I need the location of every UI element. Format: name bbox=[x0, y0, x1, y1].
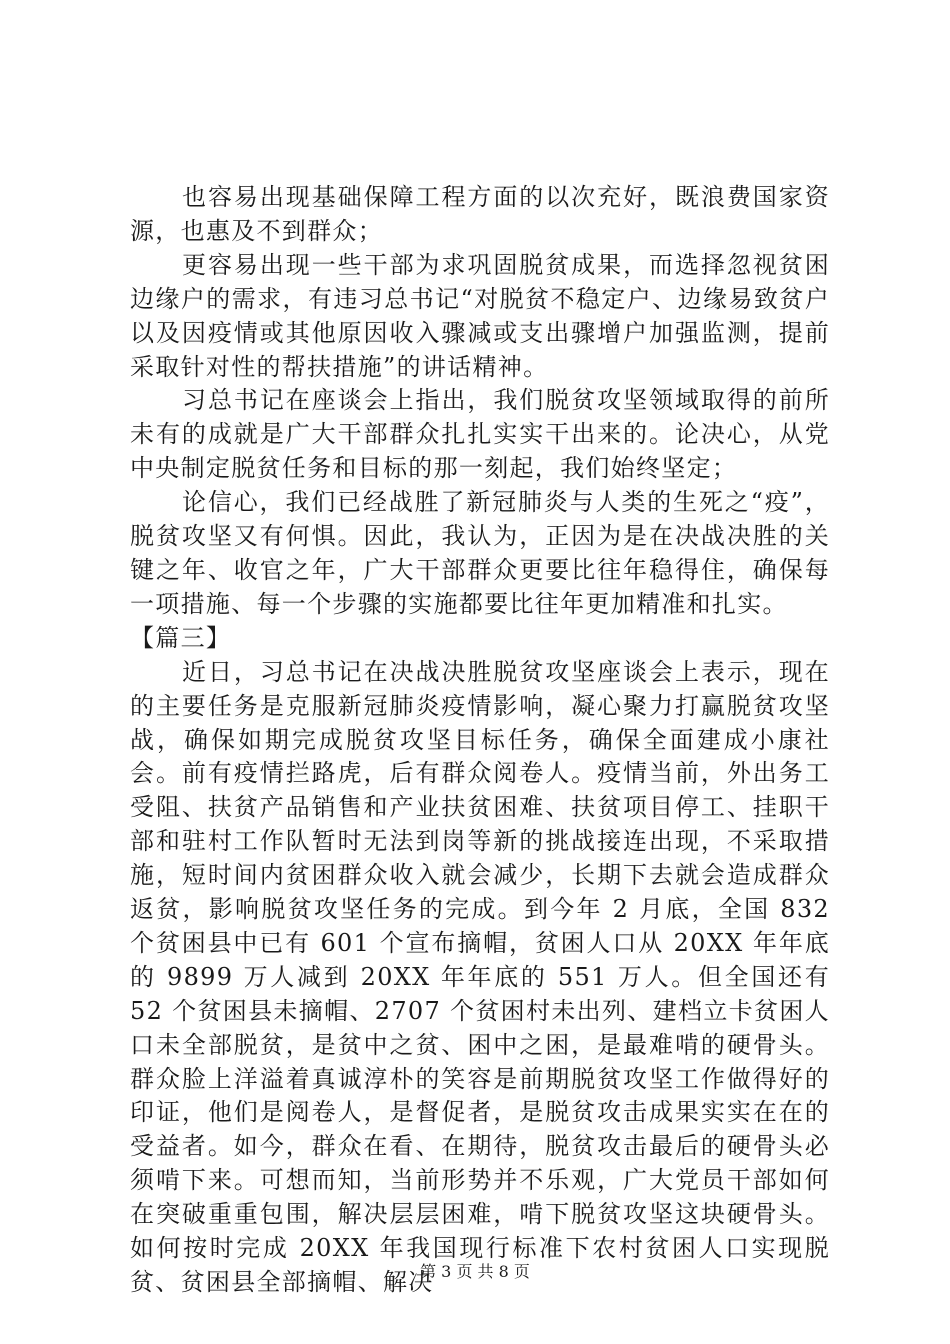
document-body bbox=[130, 181, 830, 1300]
section-heading: 【篇三】 bbox=[130, 623, 232, 652]
paragraph-5: 近日，习总书记在决战决胜脱贫攻坚座谈会上表示，现在的主要任务是克服新冠肺炎疫情影响，凝心聚力打赢脱贫攻坚战，确保如期完成脱贫攻坚目标任务，确保全面建成小康社会。前有疫情拦路虎，后有群众阅卷人。疫情当前，外出务工受阻、扶贫产品销售和产业扶贫困难、扶贫项目停工、挂职干部和驻村工作队暂时无法到岗等新的挑战接连出现，不采取措施，短时间内贫困群众收入就会减少，长期下去就会造成群众返贫，影响脱贫攻坚任务的完成。到今年 2 月底，全国 832 个贫困县中已有 601 个宣布摘帽，贫困人口从 20XX 年年底的 9899 万人减到 20XX 年年底的 551 万人。但全国还有 52 个贫困县未摘帽、2707 个贫困村未出列、建档立卡贫困人口未全部脱贫，是贫中之贫、困中之困，是最难啃的硬骨头。群众脸上洋溢着真诚淳朴的笑容是前期脱贫攻坚工作做得好的印证，他们是阅卷人，是督促者，是脱贫攻击成果实实在在的受益者。如今，群众在看、在期待，脱贫攻击最后的硬骨头必须啃下来。可想而知，当前形势并不乐观，广大党员干部如何在突破重重包围，解决层层困难，啃下脱贫攻坚这块硬骨头。如何按时完成 20XX 年我国现行标准下农村贫困人口实现脱贫、贫困县全部摘帽、解决 bbox=[130, 657, 830, 1296]
paragraph-4: 论信心，我们已经战胜了新冠肺炎与人类的生死之“疫”，脱贫攻坚又有何惧。因此，我认为，正因为是在决战决胜的关键之年、收官之年，广大干部群众更要比往年稳得住，确保每一项措施、每一个步骤的实施都要比往年更加精准和扎实。 bbox=[130, 488, 830, 618]
paragraph-1: 也容易出现基础保障工程方面的以次充好，既浪费国家资源，也惠及不到群众； bbox=[130, 183, 830, 245]
page-footer: 第 3 页 共 8 页 bbox=[420, 1262, 530, 1281]
paragraph-3: 习总书记在座谈会上指出，我们脱贫攻坚领域取得的前所未有的成就是广大干部群众扎扎实实干出来的。论决心，从党中央制定脱贫任务和目标的那一刻起，我们始终坚定； bbox=[130, 386, 830, 483]
paragraph-2: 更容易出现一些干部为求巩固脱贫成果，而选择忽视贫困边缘户的需求，有违习总书记“对脱贫不稳定户、边缘易致贫户以及因疫情或其他原因收入骤减或支出骤增户加强监测，提前采取针对性的帮扶措施”的讲话精神。 bbox=[130, 250, 830, 381]
